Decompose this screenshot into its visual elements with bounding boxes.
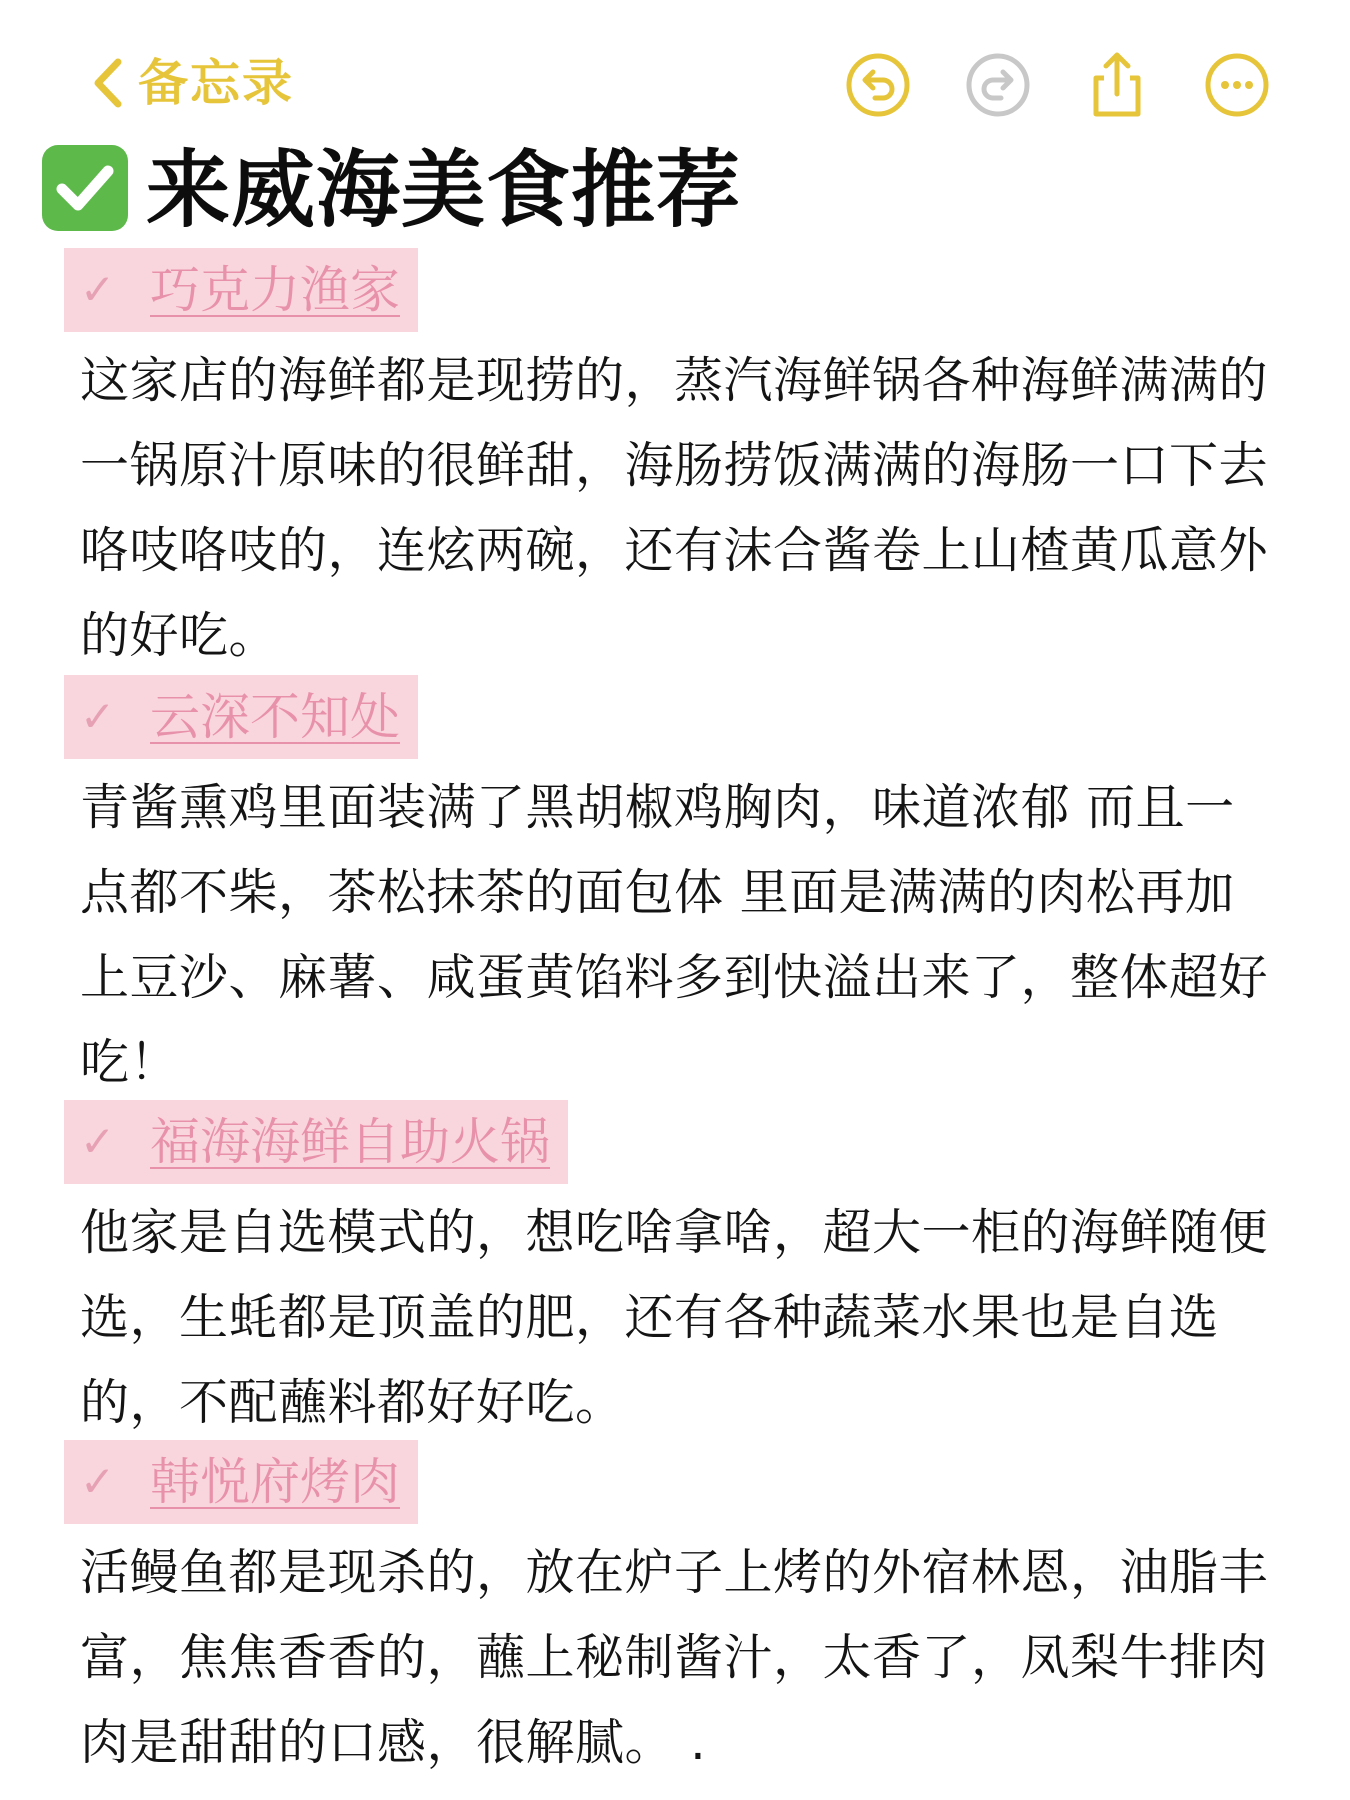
nav-bar bbox=[0, 40, 1350, 130]
note-title: 来威海美食推荐 bbox=[146, 141, 742, 239]
redo-icon bbox=[963, 50, 1033, 120]
share-button[interactable] bbox=[1082, 50, 1152, 120]
restaurant-name-link[interactable]: 福海海鲜自助火锅 bbox=[150, 1113, 550, 1171]
section-header bbox=[64, 1100, 568, 1184]
check-mark-icon: ✓ bbox=[80, 1117, 116, 1166]
check-mark-icon: ✓ bbox=[80, 692, 116, 741]
restaurant-description: 这家店的海鲜都是现捞的，蒸汽海鲜锅各种海鲜满满的一锅原汁原味的很鲜甜，海肠捞饭满满的海肠一口下去咯吱咯吱的，连炫两碗，还有沫合酱卷上山楂黄瓜意外的好吃。 bbox=[80, 352, 1269, 664]
share-icon bbox=[1082, 50, 1152, 120]
undo-button[interactable] bbox=[843, 50, 913, 120]
restaurant-name-link[interactable]: 云深不知处 bbox=[150, 688, 400, 746]
more-button[interactable] bbox=[1202, 50, 1272, 120]
restaurant-name-link[interactable]: 韩悦府烤肉 bbox=[150, 1453, 400, 1511]
undo-icon bbox=[843, 50, 913, 120]
restaurant-description: 活鳗鱼都是现杀的，放在炉子上烤的外宿林恩，油脂丰富，焦焦香香的，蘸上秘制酱汁，太香了，凤梨牛排肉肉是甜甜的口感，很解腻。 . bbox=[80, 1544, 1269, 1771]
back-label: 备忘录 bbox=[138, 54, 294, 112]
restaurant-description: 他家是自选模式的，想吃啥拿啥，超大一柜的海鲜随便选，生蚝都是顶盖的肥，还有各种蔬菜水果也是自选的，不配蘸料都好好吃。 bbox=[80, 1204, 1269, 1431]
restaurant-name-link[interactable]: 巧克力渔家 bbox=[150, 261, 400, 319]
section-header bbox=[64, 675, 418, 759]
check-mark-icon: ✓ bbox=[80, 1457, 116, 1506]
check-mark-icon: ✓ bbox=[80, 265, 116, 314]
note-title-row bbox=[42, 140, 741, 240]
restaurant-description: 青酱熏鸡里面装满了黑胡椒鸡胸肉，味道浓郁 而且一点都不柴，茶松抹茶的面包体 里面是满满的肉松再加上豆沙、麻薯、咸蛋黄馅料多到快溢出来了，整体超好吃！ bbox=[80, 779, 1269, 1091]
section-header bbox=[64, 1440, 418, 1524]
more-icon bbox=[1202, 50, 1272, 120]
section-header bbox=[64, 248, 418, 332]
redo-button[interactable] bbox=[963, 50, 1033, 120]
chevron-left-icon bbox=[90, 56, 124, 110]
back-button[interactable] bbox=[90, 50, 294, 116]
green-check-box-icon bbox=[42, 145, 128, 235]
